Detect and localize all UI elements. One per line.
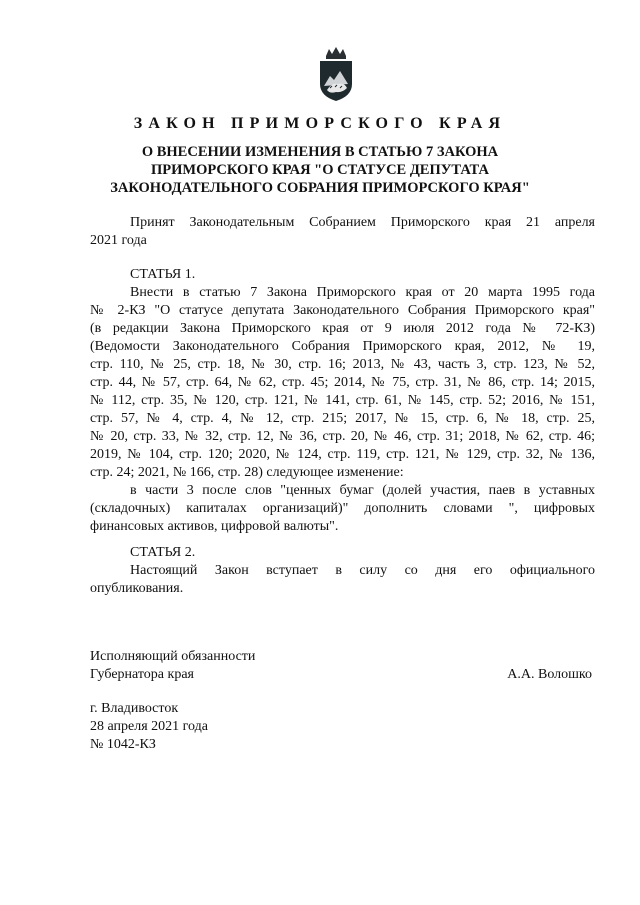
footer-city: г. Владивосток: [90, 701, 179, 716]
article-1-body: [90, 284, 595, 536]
footer-date: 28 апреля 2021 года: [90, 719, 208, 734]
article-1-line: Внести в статью 7 Закона Приморского края от 20 марта 1995 года: [130, 285, 595, 300]
adoption-line: Принят Законодательным Собранием Приморского края 21 апреля: [130, 215, 595, 230]
coat-of-arms-icon: [318, 46, 354, 102]
article-1-heading: СТАТЬЯ 1.: [130, 267, 196, 282]
article-2-body: [90, 562, 595, 598]
adoption-line: 2021 года: [90, 233, 147, 248]
article-1-line: № 2-КЗ "О статусе депутата Законодательного Собрания Приморского края": [90, 303, 595, 318]
article-1-line: стр. 24; 2021, № 166, стр. 28) следующее изменение:: [90, 465, 404, 480]
subtitle-line: ПРИМОРСКОГО КРАЯ "О СТАТУСЕ ДЕПУТАТА: [151, 162, 489, 178]
subtitle-line: ЗАКОНОДАТЕЛЬНОГО СОБРАНИЯ ПРИМОРСКОГО КРАЯ": [110, 180, 530, 196]
amendment-line: (складочных) капиталах организаций)" дополнить словами ", цифровых: [90, 501, 595, 516]
article-1-line: (Ведомости Законодательного Собрания Приморского края, 2012, № 19,: [90, 339, 595, 354]
article-1-line: 2019, № 104, стр. 120; 2020, № 124, стр. 119, стр. 121, № 129, стр. 32, № 136,: [90, 447, 595, 462]
article-2-heading: СТАТЬЯ 2.: [130, 545, 196, 560]
position-line: Исполняющий обязанности: [90, 649, 256, 664]
document-title: ЗАКОН ПРИМОРСКОГО КРАЯ: [133, 115, 507, 132]
amendment-line: финансовых активов, цифровой валюты".: [90, 519, 339, 534]
signatory-name: А.А. Волошко: [507, 667, 592, 682]
article-1-line: (в редакции Закона Приморского края от 9 июля 2012 года № 72-КЗ): [90, 321, 595, 336]
adoption-paragraph: [90, 214, 595, 250]
footer-number: № 1042-КЗ: [90, 737, 156, 752]
article-2-line: Настоящий Закон вступает в силу со дня его официального: [130, 563, 595, 578]
article-1-line: стр. 110, № 25, стр. 18, № 30, стр. 16; 2013, № 43, часть 3, стр. 123, № 52,: [90, 357, 595, 372]
amendment-line: в части 3 после слов "ценных бумаг (долей участия, паев в уставных: [130, 483, 595, 498]
article-2-line: опубликования.: [90, 581, 184, 596]
subtitle-line: О ВНЕСЕНИИ ИЗМЕНЕНИЯ В СТАТЬЮ 7 ЗАКОНА: [141, 144, 499, 160]
signatory-position: [90, 648, 255, 684]
article-1-line: № 112, стр. 35, № 120, стр. 121, № 141, стр. 61, № 145, стр. 52; 2016, № 151,: [90, 393, 595, 408]
position-line: Губернатора края: [90, 667, 194, 682]
article-1-line: стр. 57, № 4, стр. 4, № 12, стр. 215; 2017, № 15, стр. 6, № 18, стр. 25,: [90, 411, 595, 426]
document-footer: [90, 700, 208, 754]
article-1-line: стр. 44, № 57, стр. 64, № 62, стр. 45; 2014, № 75, стр. 31, № 86, стр. 14; 2015,: [90, 375, 595, 390]
law-subtitle: [60, 143, 580, 197]
article-1-line: № 20, стр. 33, № 32, стр. 12, № 36, стр. 20, № 46, стр. 31; 2018, № 62, стр. 46;: [90, 429, 595, 444]
